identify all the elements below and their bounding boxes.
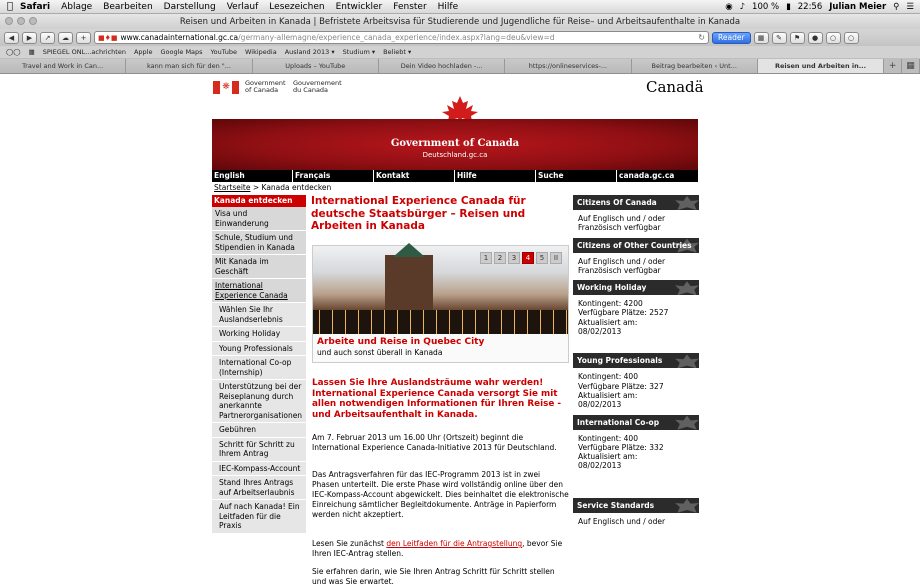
- menu-app-safari[interactable]: Safari: [20, 1, 51, 12]
- leftnav-subitem[interactable]: Young Professionals: [212, 342, 306, 357]
- leftnav-subitem[interactable]: Schritt für Schritt zu Ihrem Antrag: [212, 438, 306, 462]
- tab-overview-button[interactable]: ▦: [902, 59, 920, 73]
- sidebar-box-body: Kontingent: 4200 Verfügbare Plätze: 2527 Aktualisiert am: 08/02/2013: [578, 299, 669, 337]
- sidebar-heading-text: Young Professionals: [577, 356, 663, 366]
- leftnav-subitem[interactable]: Stand Ihres Antrags auf Arbeitserlaubnis: [212, 476, 306, 500]
- breadcrumb-home[interactable]: Startseite: [214, 183, 251, 192]
- minimize-window-button[interactable]: [17, 17, 25, 25]
- wifi-icon[interactable]: ◉: [725, 2, 733, 12]
- nav-suche[interactable]: Suche: [536, 170, 617, 182]
- url-host: www.canadainternational.gc.ca: [120, 33, 239, 42]
- bookmark-item[interactable]: SPIEGEL ONL...achrichten: [42, 48, 126, 56]
- slider-pause-button[interactable]: II: [550, 252, 562, 264]
- bookmark-item[interactable]: Google Maps: [160, 48, 203, 56]
- guide-text-pre: Lesen Sie zunächst: [312, 539, 387, 548]
- canada-wordmark: Canadä: [646, 78, 704, 96]
- maple-leaf-icon: [675, 354, 699, 368]
- reading-list-icon[interactable]: ◯◯: [6, 48, 21, 56]
- share-button[interactable]: ↗: [40, 32, 55, 44]
- extension-button-4[interactable]: ●: [808, 32, 823, 44]
- main-content: [311, 195, 569, 233]
- leftnav-subitem[interactable]: IEC-Kompass-Account: [212, 462, 306, 477]
- breadcrumb: [214, 183, 331, 192]
- extension-button-5[interactable]: ○: [826, 32, 841, 44]
- fip-signature[interactable]: [213, 80, 343, 94]
- maple-leaf-icon: [675, 196, 699, 210]
- browser-tab[interactable]: https://onlineservices-...: [505, 59, 631, 73]
- menu-entwickler[interactable]: Entwickler: [335, 1, 383, 12]
- close-window-button[interactable]: [5, 17, 13, 25]
- url-path: /germany-allemagne/experience_canada_experience/index.aspx?lang=deu&view=d: [238, 33, 555, 42]
- guide-link[interactable]: den Leitfaden für die Antragstellung: [386, 539, 523, 548]
- sidebar-box-body: Auf Englisch und / oder Französisch verfügbar: [578, 256, 666, 275]
- maple-leaf-icon: [438, 95, 482, 122]
- reload-icon[interactable]: ↻: [698, 33, 705, 42]
- browser-tab[interactable]: Uploads – YouTube: [253, 59, 379, 73]
- maple-leaf-icon: [675, 281, 699, 295]
- back-button[interactable]: ◀: [4, 32, 19, 44]
- battery-icon[interactable]: ▮: [786, 2, 791, 12]
- bookmark-item[interactable]: Apple: [133, 48, 153, 56]
- favicon-canada-icon: ■♦■: [98, 33, 118, 42]
- apple-icon[interactable]: [0, 1, 20, 12]
- nav-kontakt[interactable]: Kontakt: [374, 170, 455, 182]
- bookmark-folder[interactable]: Studium ▾: [342, 48, 376, 56]
- battery-percent[interactable]: 100 %: [752, 2, 780, 12]
- sidebar-box-heading[interactable]: [573, 415, 699, 430]
- leftnav-subitem[interactable]: Gebühren: [212, 423, 306, 438]
- top-sites-icon[interactable]: ▦: [28, 48, 35, 56]
- sidebar-heading-text: Citizens Of Canada: [577, 198, 657, 207]
- left-navigation: [212, 195, 306, 534]
- sidebar-box-heading[interactable]: [573, 353, 699, 368]
- canada-flag-icon: ❋: [213, 81, 239, 94]
- leftnav-heading[interactable]: Kanada entdecken: [212, 195, 306, 207]
- sidebar-box-heading[interactable]: [573, 498, 699, 513]
- window-title: Reisen und Arbeiten in Kanada | Befristete Arbeitsvisa für Studierende und Jugendliche für Reise– und Arbeitsaufenthalte in Kanada: [179, 16, 741, 27]
- slider-caption[interactable]: Arbeite und Reise in Quebec City: [317, 337, 485, 347]
- mac-menubar: [0, 0, 920, 14]
- slider-page-button-active[interactable]: 4: [522, 252, 534, 264]
- browser-tab-active[interactable]: Reisen und Arbeiten in...: [758, 59, 884, 73]
- slider-subcaption: und auch sonst überall in Kanada: [317, 348, 443, 357]
- paragraph-process: Das Antragsverfahren für das IEC-Programm 2013 ist in zwei Phasen unterteilt. Die erste Phase wird vollständig online über den IEC-Kompass-Account abgewickelt. Dies beinhaltet die elektronische Einreichung sämtlicher Begleitdokumente. Anträge in Papierform werden nicht akzeptiert.: [312, 470, 569, 519]
- maple-leaf-icon: [675, 416, 699, 430]
- paragraph-date: Am 7. Februar 2013 um 16.00 Uhr (Ortszeit) beginnt die International Experience Canada-Initiative 2013 für Deutschland.: [312, 433, 557, 452]
- menu-bearbeiten[interactable]: Bearbeiten: [103, 1, 153, 12]
- paragraph-guide: [312, 539, 569, 559]
- leftnav-item[interactable]: Mit Kanada im Geschäft: [212, 255, 306, 279]
- leftnav-subitem[interactable]: Auf nach Kanada! Ein Leitfaden für die Praxis: [212, 500, 306, 534]
- leftnav-item-current[interactable]: International Experience Canada: [212, 279, 306, 303]
- sidebar-box-heading[interactable]: [573, 195, 699, 210]
- banner-subtitle: Deutschland.gc.ca: [422, 151, 488, 159]
- bookmark-folder[interactable]: Ausland 2013 ▾: [284, 48, 335, 56]
- extension-button-6[interactable]: ○: [844, 32, 859, 44]
- fip-french: Gouvernement du Canada: [293, 79, 342, 94]
- spotlight-icon[interactable]: ⚲: [893, 2, 900, 12]
- leftnav-subitem[interactable]: Wählen Sie Ihr Auslandserlebnis: [212, 303, 306, 327]
- leftnav-subitem[interactable]: Unterstützung bei der Reiseplanung durch anerkannte Partnerorganisationen: [212, 380, 306, 423]
- leftnav-item[interactable]: Visa und Einwanderung: [212, 207, 306, 231]
- new-tab-button[interactable]: +: [884, 59, 902, 73]
- cloud-tabs-button[interactable]: ☁: [58, 32, 73, 44]
- sidebar-box-heading[interactable]: [573, 280, 699, 295]
- guide-text-post: , bevor Sie Ihren IEC-Antrag stellen.: [312, 539, 563, 558]
- menu-darstellung[interactable]: Darstellung: [163, 1, 216, 12]
- slider-page-button[interactable]: 1: [480, 252, 492, 264]
- nav-hilfe[interactable]: Hilfe: [455, 170, 536, 182]
- nav-francais[interactable]: Français: [293, 170, 374, 182]
- page-title: International Experience Canada für deutsche Staatsbürger – Reisen und Arbeiten in Kanada: [311, 195, 526, 232]
- browser-tab[interactable]: Travel and Work in Can...: [0, 59, 126, 73]
- sidebar-heading-text: Working Holiday: [577, 283, 647, 293]
- slider-page-button[interactable]: 2: [494, 252, 506, 264]
- tab-bar: [0, 58, 920, 74]
- slider-pager: [480, 252, 562, 264]
- extension-button-3[interactable]: ⚑: [790, 32, 805, 44]
- fip-english: Government of Canada: [245, 79, 286, 94]
- top-navigation: [212, 170, 698, 182]
- sidebar-heading-text: International Co-op: [577, 417, 660, 427]
- right-sidebar: [573, 195, 699, 531]
- slider-page-button[interactable]: 3: [508, 252, 520, 264]
- user-name[interactable]: Julian Meier: [829, 2, 887, 12]
- extension-button-1[interactable]: ▦: [754, 32, 769, 44]
- clock[interactable]: 22:56: [797, 2, 823, 12]
- menu-verlauf[interactable]: Verlauf: [226, 1, 259, 12]
- city-lights-shape: [313, 310, 568, 334]
- address-bar[interactable]: [94, 31, 709, 44]
- sidebar-box-body: Kontingent: 400 Verfügbare Plätze: 327 Aktualisiert am: 08/02/2013: [578, 372, 664, 410]
- sidebar-heading-text: Service Standards: [577, 500, 655, 510]
- notification-center-icon[interactable]: ☰: [906, 2, 914, 12]
- quebec-city-photo[interactable]: [313, 246, 568, 334]
- browser-tab[interactable]: kann man sich für den "...: [126, 59, 252, 73]
- web-page: [0, 74, 920, 586]
- add-bookmark-button[interactable]: +: [76, 32, 91, 44]
- nav-english[interactable]: English: [212, 170, 293, 182]
- window-titlebar: [0, 14, 920, 29]
- leftnav-subitem[interactable]: Working Holiday: [212, 327, 306, 342]
- volume-icon[interactable]: ♪: [739, 2, 746, 12]
- menu-hilfe[interactable]: Hilfe: [437, 1, 459, 12]
- bookmark-folder[interactable]: Beliebt ▾: [383, 48, 412, 56]
- chateau-frontenac-shape: [385, 255, 433, 317]
- goc-banner: [212, 119, 698, 170]
- image-slider[interactable]: [312, 245, 569, 363]
- banner-title: Government of Canada: [390, 138, 520, 149]
- intro-text: Lassen Sie Ihre Auslandsträume wahr werden! International Experience Canada versorgt Sie mit allen notwendigen Informationen für Ihren Reise - und Arbeitsaufenthalt in Kanada.: [312, 378, 562, 420]
- bookmarks-bar: [0, 46, 920, 58]
- sidebar-box-body: Auf Englisch und / oder: [578, 516, 666, 526]
- nav-canada-gc-ca[interactable]: canada.gc.ca: [619, 171, 675, 180]
- forward-button[interactable]: ▶: [22, 32, 37, 44]
- reader-button[interactable]: Reader: [712, 32, 751, 44]
- sidebar-box-body: Kontingent: 400 Verfügbare Plätze: 332 Aktualisiert am: 08/02/2013: [578, 433, 664, 471]
- browser-tab[interactable]: Beitrag bearbeiten ‹ Unt...: [632, 59, 758, 73]
- breadcrumb-separator: >: [250, 183, 262, 192]
- breadcrumb-current: Kanada entdecken: [261, 183, 332, 192]
- leftnav-item[interactable]: Schule, Studium und Stipendien in Kanada: [212, 231, 306, 255]
- browser-tab[interactable]: Dein Video hochladen -...: [379, 59, 505, 73]
- zoom-window-button[interactable]: [29, 17, 37, 25]
- leftnav-subitem[interactable]: International Co-op (Internship): [212, 356, 306, 380]
- sidebar-box-heading[interactable]: [573, 238, 699, 253]
- menu-ablage[interactable]: Ablage: [61, 1, 93, 12]
- slider-page-button[interactable]: 5: [536, 252, 548, 264]
- window-controls: [5, 17, 37, 25]
- extension-button-2[interactable]: ✎: [772, 32, 787, 44]
- bookmark-item[interactable]: Wikipedia: [244, 48, 277, 56]
- sidebar-box-body: Auf Englisch und / oder Französisch verfügbar: [578, 214, 666, 233]
- menu-lesezeichen[interactable]: Lesezeichen: [269, 1, 325, 12]
- sidebar-heading-text: Citizens of Other Countries: [577, 240, 692, 250]
- paragraph-next: Sie erfahren darin, wie Sie Ihren Antrag Schritt für Schritt stellen und was Sie erwartet.: [312, 567, 555, 586]
- browser-toolbar: [0, 29, 920, 46]
- menu-fenster[interactable]: Fenster: [393, 1, 427, 12]
- maple-leaf-icon: [675, 499, 699, 513]
- bookmark-item[interactable]: YouTube: [210, 48, 237, 56]
